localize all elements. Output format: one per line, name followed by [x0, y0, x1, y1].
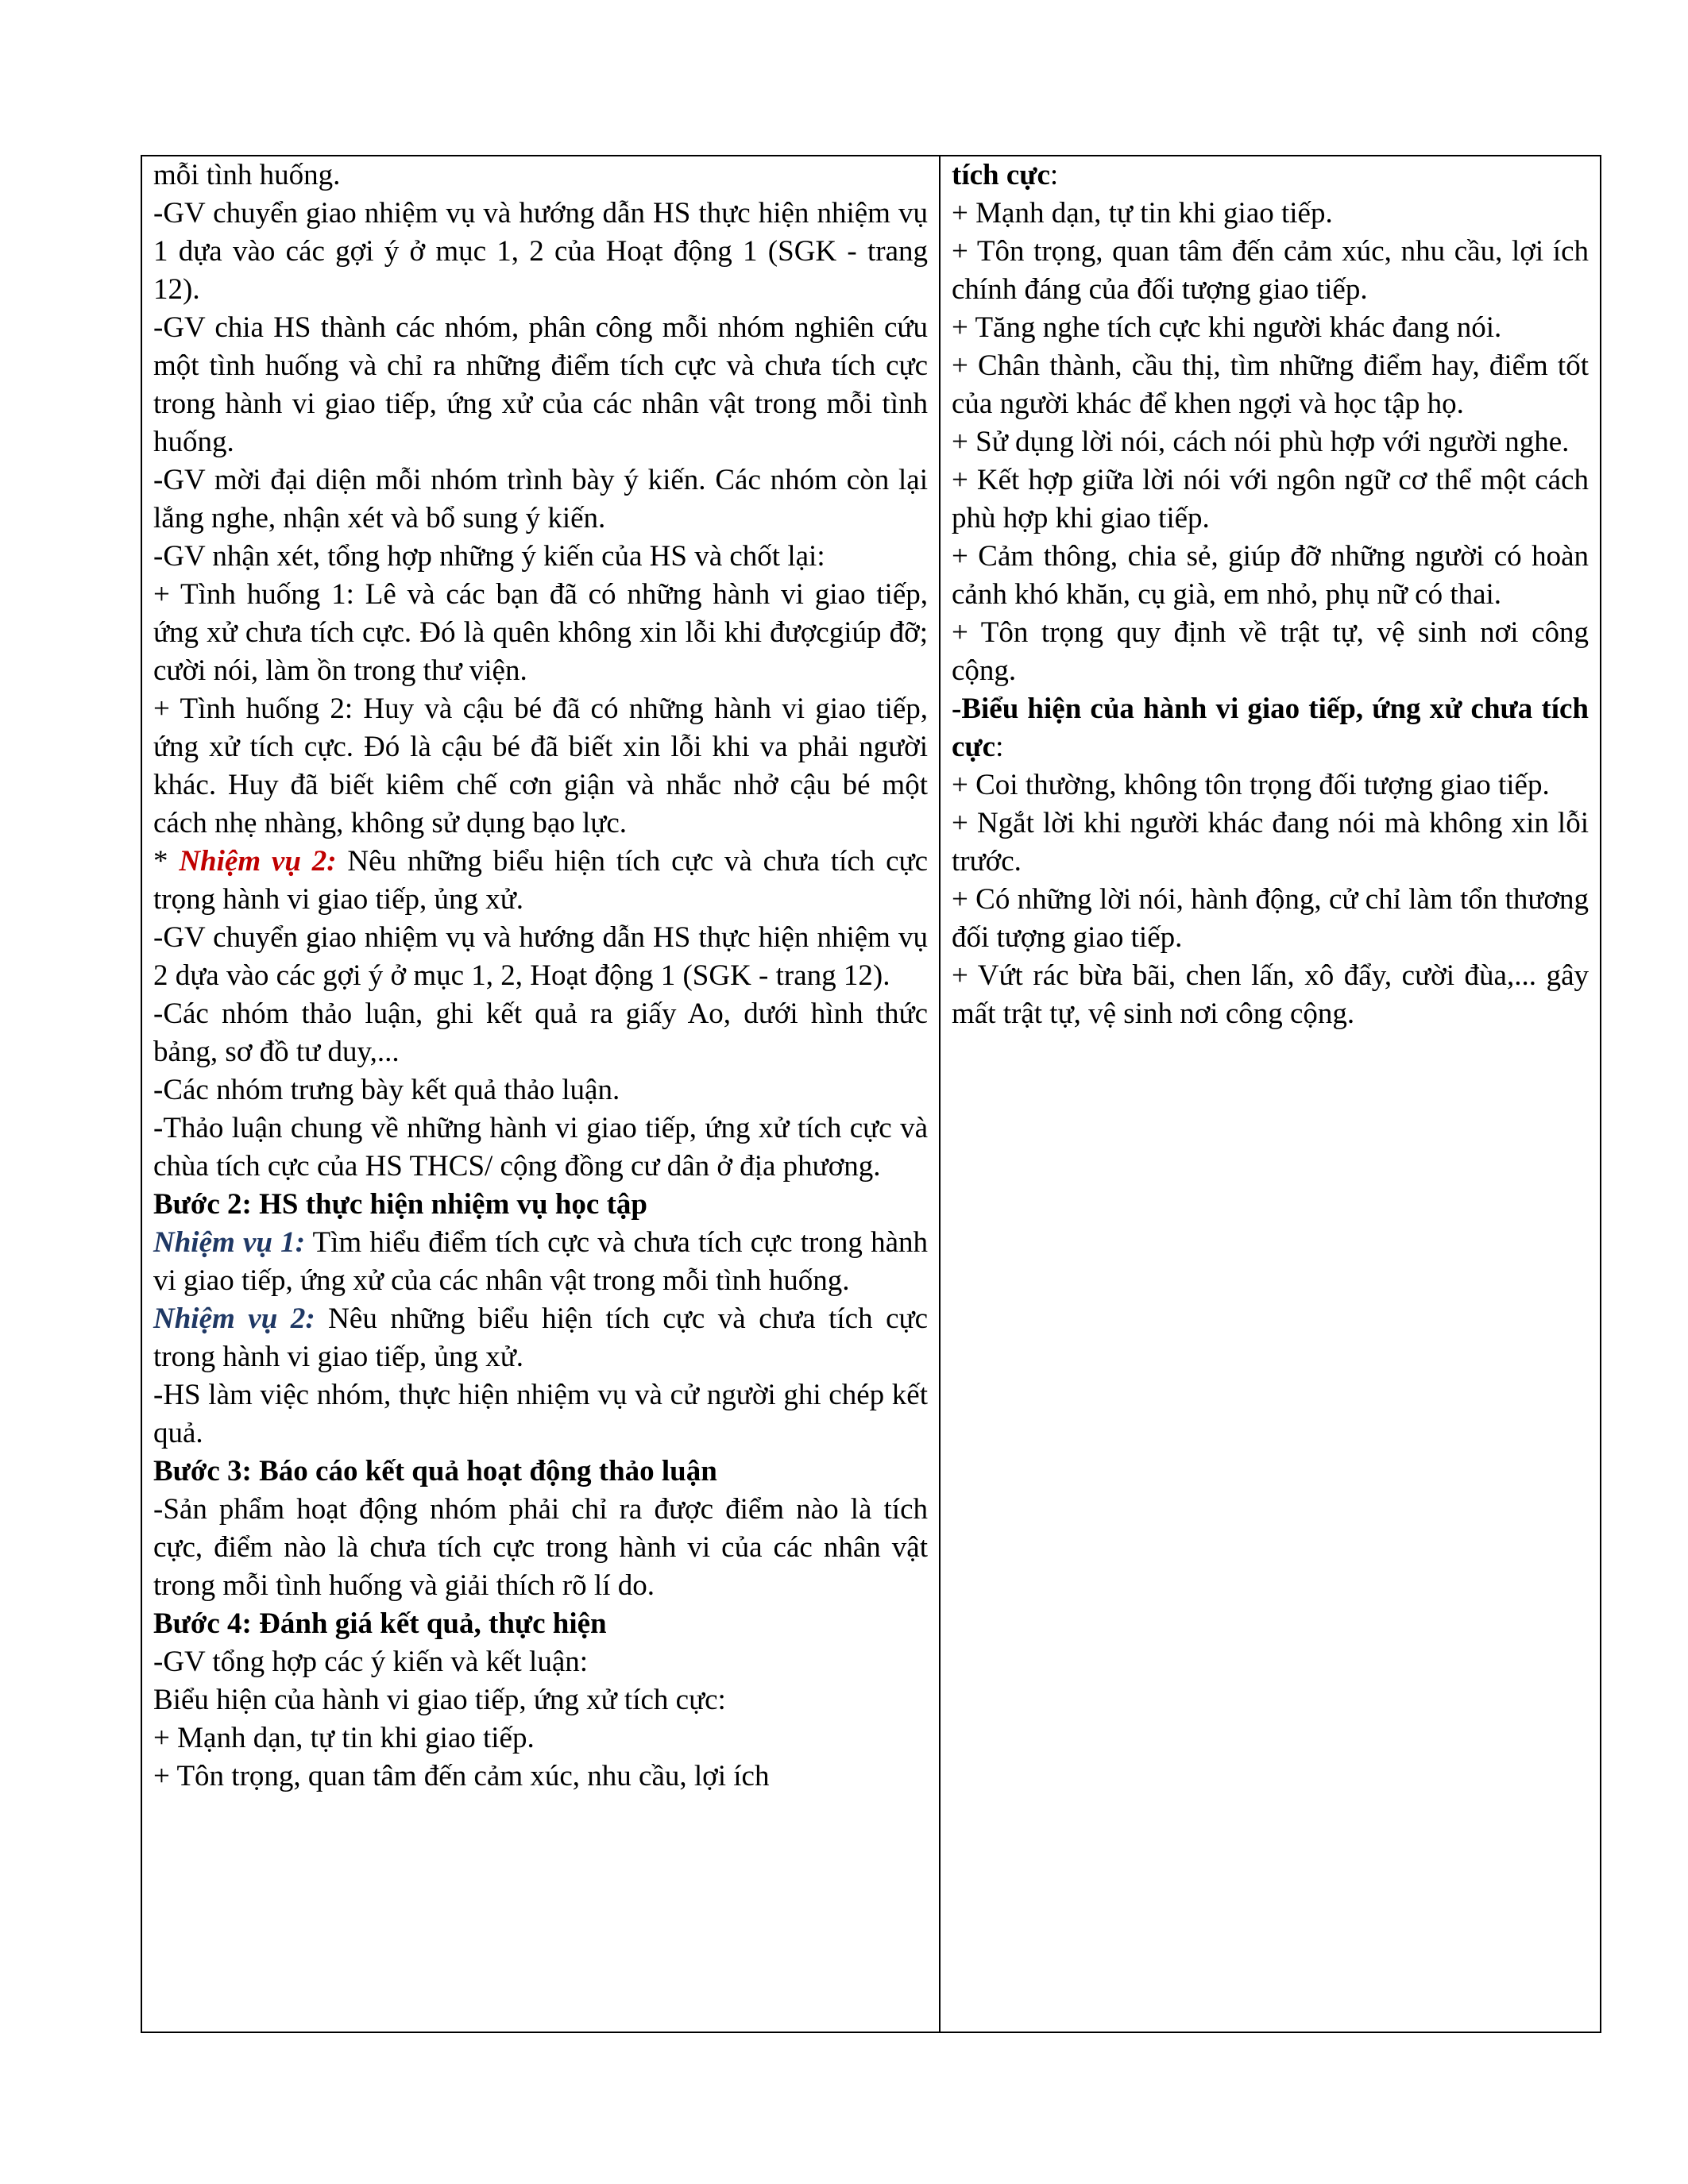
list-item: + Kết hợp giữa lời nói với ngôn ngữ cơ thể một cách phù hợp khi giao tiếp.: [952, 464, 1589, 534]
paragraph: -HS làm việc nhóm, thực hiện nhiệm vụ và cử người ghi chép kết quả.: [153, 1379, 928, 1449]
positive-heading-text: tích cực: [952, 159, 1050, 191]
paragraph: -Sản phẩm hoạt động nhóm phải chỉ ra được điểm nào là tích cực, điểm nào là chưa tích cực trong hành vi của các nhân vật trong mỗi tình huống và giải thích rõ lí do.: [153, 1493, 928, 1602]
list-item: + Tôn trọng, quan tâm đến cảm xúc, nhu cầu, lợi ích chính đáng của đối tượng giao tiếp.: [952, 235, 1589, 306]
list-item: + Cảm thông, chia sẻ, giúp đỡ những người có hoàn cảnh khó khăn, cụ già, em nhỏ, phụ nữ có thai.: [952, 540, 1589, 611]
bullet-star: *: [153, 845, 180, 878]
list-item: + Có những lời nói, hành động, cử chỉ làm tổn thương đối tượng giao tiếp.: [952, 883, 1589, 954]
task-1-paragraph: [153, 1224, 928, 1300]
paragraph: -GV tổng hợp các ý kiến và kết luận:: [153, 1646, 589, 1678]
positive-heading: [952, 156, 1589, 195]
paragraph: + Mạnh dạn, tự tin khi giao tiếp.: [153, 1722, 535, 1754]
paragraph: -Các nhóm trưng bày kết quả thảo luận.: [153, 1074, 620, 1106]
list-item: + Vứt rác bừa bãi, chen lấn, xô đẩy, cười đùa,... gây mất trật tự, vệ sinh nơi công cộng.: [952, 959, 1589, 1030]
task-2b-colon: :: [305, 1302, 315, 1335]
paragraph: -Thảo luận chung về những hành vi giao tiếp, ứng xử tích cực và chùa tích cực của HS THCS/ cộng đồng cư dân ở địa phương.: [153, 1112, 928, 1183]
task-2-label: Nhiệm vụ 2:: [179, 845, 337, 878]
paragraph: -GV nhận xét, tổng hợp những ý kiến của HS và chốt lại:: [153, 540, 825, 573]
task-2b-text: Nêu những biểu hiện tích cực và chưa tích cực trong hành vi giao tiếp, ủng xử.: [153, 1302, 929, 1373]
paragraph: -GV chia HS thành các nhóm, phân công mỗi nhóm nghiên cứu một tình huống và chỉ ra những điểm tích cực và chưa tích cực trong hành vi giao tiếp, ứng xử của các nhân vật trong mỗi tình huống.: [153, 311, 928, 458]
list-item: + Coi thường, không tôn trọng đối tượng giao tiếp.: [952, 769, 1550, 801]
task-2-paragraph: [153, 843, 928, 919]
negative-heading-text: -Biểu hiện của hành vi giao tiếp, ứng xử chưa tích cực: [952, 693, 1589, 763]
paragraph: -Các nhóm thảo luận, ghi kết quả ra giấy Ao, dưới hình thức bảng, sơ đồ tư duy,...: [153, 997, 928, 1068]
step-3-heading: Bước 3: Báo cáo kết quả hoạt động thảo luận: [153, 1455, 717, 1488]
list-item: + Tăng nghe tích cực khi người khác đang nói.: [952, 311, 1502, 344]
paragraph: + Tình huống 2: Huy và cậu bé đã có những hành vi giao tiếp, ứng xử tích cực. Đó là cậu bé đã biết xin lỗi khi va phải người khác. Huy đã biết kiêm chế cơn giận và nhắc nhở cậu bé một cách nhẹ nhàng, không sử dụng bạo lực.: [153, 693, 928, 839]
paragraph: -GV mời đại diện mỗi nhóm trình bày ý kiến. Các nhóm còn lại lắng nghe, nhận xét và bổ sung ý kiến.: [153, 464, 928, 534]
list-item: + Ngắt lời khi người khác đang nói mà không xin lỗi trước.: [952, 807, 1589, 878]
step-2-heading: Bước 2: HS thực hiện nhiệm vụ học tập: [153, 1188, 648, 1221]
step-4-heading: Bước 4: Đánh giá kết quả, thực hiện: [153, 1607, 607, 1640]
right-cell: [940, 156, 1601, 2032]
table-row: [141, 156, 1601, 2032]
list-item: + Sử dụng lời nói, cách nói phù hợp với người nghe.: [952, 426, 1570, 458]
list-item: + Tôn trọng quy định về trật tự, vệ sinh nơi công cộng.: [952, 616, 1589, 687]
list-item: + Chân thành, cầu thị, tìm những điểm hay, điểm tốt của người khác để khen ngợi và học tập họ.: [952, 349, 1589, 420]
task-1-label: Nhiệm vụ 1: [153, 1226, 295, 1259]
task-2-text: Nêu những biểu hiện tích cực và chưa tích cực trọng hành vi giao tiếp, ủng xử.: [153, 845, 928, 916]
task-1-text: Tìm hiểu điểm tích cực và chưa tích cực trong hành vi giao tiếp, ứng xử của các nhân vật trong mỗi tình huống.: [153, 1226, 929, 1297]
paragraph: + Tôn trọng, quan tâm đến cảm xúc, nhu cầu, lợi ích: [153, 1760, 770, 1792]
positive-heading-colon: :: [1049, 159, 1059, 191]
paragraph: -GV chuyển giao nhiệm vụ và hướng dẫn HS thực hiện nhiệm vụ 1 dựa vào các gợi ý ở mục 1, 2 của Hoạt động 1 (SGK - trang 12).: [153, 197, 928, 306]
list-item: + Mạnh dạn, tự tin khi giao tiếp.: [952, 197, 1333, 230]
task-1-colon: :: [295, 1226, 306, 1259]
negative-heading-colon: :: [995, 731, 1004, 763]
lesson-table: [141, 155, 1601, 2033]
paragraph: Biểu hiện của hành vi giao tiếp, ứng xử tích cực:: [153, 1684, 726, 1716]
left-cell: [141, 156, 940, 2032]
paragraph: mỗi tình huống.: [153, 159, 341, 191]
paragraph: -GV chuyển giao nhiệm vụ và hướng dẫn HS thực hiện nhiệm vụ 2 dựa vào các gợi ý ở mục 1, 2, Hoạt động 1 (SGK - trang 12).: [153, 921, 928, 992]
task-2b-label: Nhiệm vụ 2: [153, 1302, 306, 1335]
paragraph: + Tình huống 1: Lê và các bạn đã có những hành vi giao tiếp, ứng xử chưa tích cực. Đó là quên không xin lỗi khi đượcgiúp đỡ; cười nói, làm ồn trong thư viện.: [153, 578, 928, 687]
task-2b-paragraph: [153, 1300, 928, 1376]
negative-heading: [952, 690, 1589, 766]
